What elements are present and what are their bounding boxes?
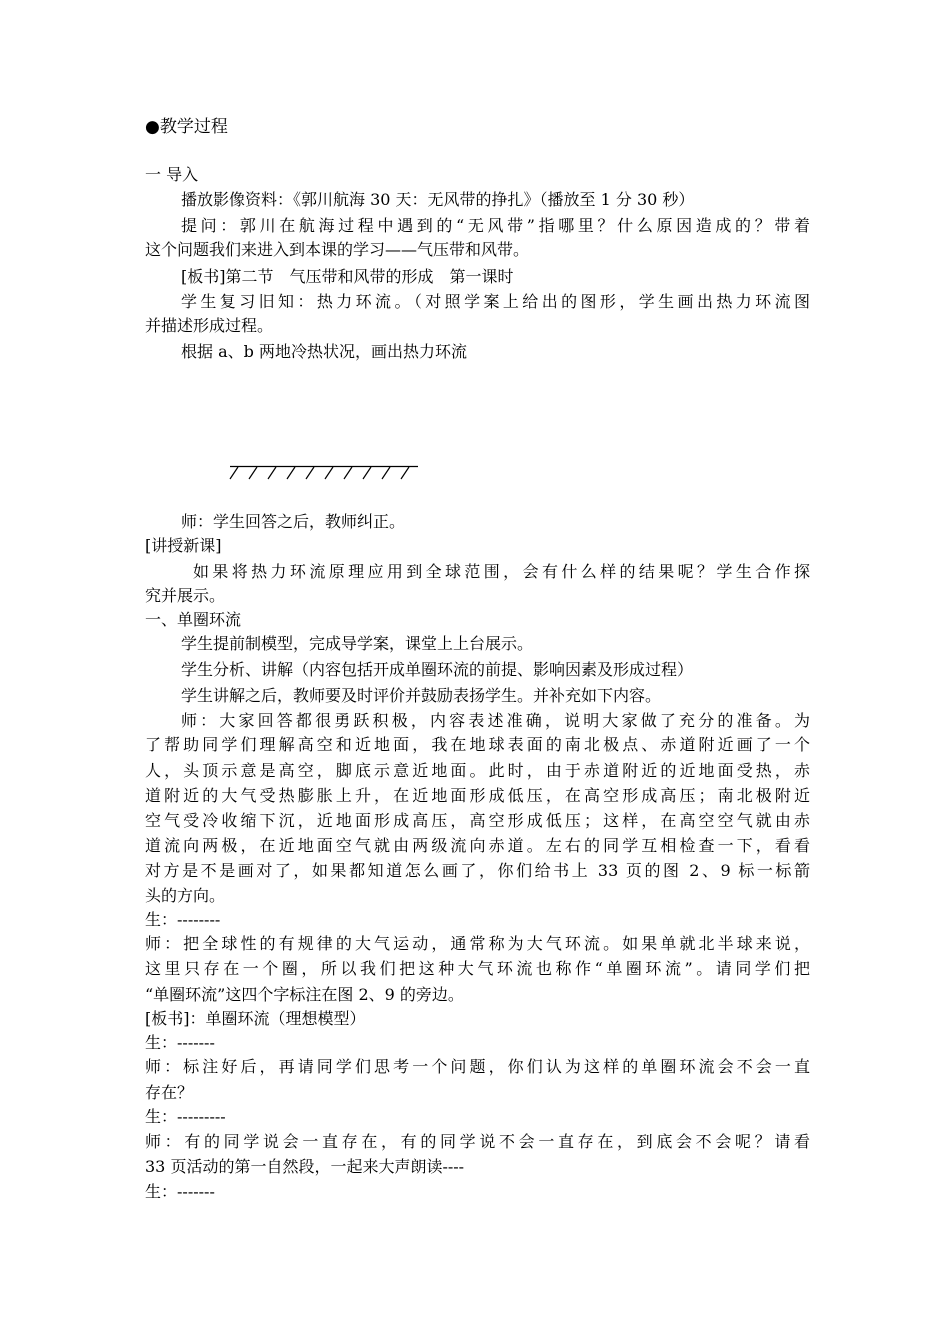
paragraph-line: 这里只存在一个圈，所以我们把这种大气环流也称作“单圈环流”。请同学们把 (145, 959, 810, 978)
paragraph-line: 师：大家回答都很勇跃积极，内容表述准确，说明大家做了充分的准备。为 (181, 711, 810, 730)
paragraph-line: 并描述形成过程。 (145, 316, 274, 335)
paragraph-line: 头的方向。 (145, 886, 226, 905)
paragraph-line: 存在？ (145, 1083, 194, 1102)
student-response: 生：------- (145, 1033, 215, 1052)
paragraph-line: 如果将热力环流原理应用到全球范围，会有什么样的结果呢？学生合作探 (193, 562, 810, 581)
paragraph-line: 究并展示。 (145, 586, 226, 605)
paragraph-line: 33 页活动的第一自然段，一起来大声朗读---- (145, 1157, 465, 1176)
paragraph-line: 播放影像资料：《郭川航海 30 天：无风带的挣扎》（播放至 1 分 30 秒） (181, 190, 695, 209)
subsection-heading: 一 导入 (145, 165, 199, 184)
ground-surface-diagram (228, 465, 420, 481)
paragraph-line: 这个问题我们来进入到本课的学习——气压带和风带。 (145, 240, 530, 259)
paragraph-line: 师：把全球性的有规律的大气运动，通常称为大气环流。如果单就北半球来说， (145, 934, 810, 953)
paragraph-line: 师：学生回答之后，教师纠正。 (181, 512, 406, 531)
blackboard-note: [板书]第二节 气压带和风带的形成 第一课时 (181, 267, 514, 286)
paragraph-line: 提问：郭川在航海过程中遇到的“无风带”指哪里？什么原因造成的？带着 (181, 216, 810, 235)
student-response: 生：-------- (145, 910, 221, 929)
section-heading: ●教学过程 (145, 117, 228, 137)
paragraph-line: 人，头顶示意是高空，脚底示意近地面。此时，由于赤道附近的近地面受热，赤 (145, 761, 810, 780)
paragraph-line: 学生复习旧知：热力环流。（对照学案上给出的图形，学生画出热力环流图 (181, 292, 810, 311)
student-response: 生：------- (145, 1182, 215, 1201)
paragraph-line: 道附近的大气受热膨胀上升，在近地面形成低压，在高空形成高压；南北极附近 (145, 786, 810, 805)
paragraph-line: “单圈环流”这四个字标注在图 2、9 的旁边。 (145, 985, 464, 1004)
paragraph-line: 对方是不是画对了，如果都知道怎么画了，你们给书上 33 页的图 2、9 标一标箭 (145, 861, 810, 880)
paragraph-line: 了帮助同学们理解高空和近地面，我在地球表面的南北极点、赤道附近画了一个 (145, 735, 810, 754)
paragraph-line: 师：标注好后，再请同学们思考一个问题，你们认为这样的单圈环流会不会一直 (145, 1057, 810, 1076)
paragraph-line: 学生讲解之后，教师要及时评价并鼓励表扬学生。并补充如下内容。 (181, 686, 662, 705)
blackboard-note: [讲授新课] (145, 536, 222, 555)
blackboard-note: [板书]：单圈环流（理想模型） (145, 1009, 366, 1028)
paragraph-line: 道流向两极，在近地面空气就由两级流向赤道。左右的同学互相检查一下，看看 (145, 836, 810, 855)
student-response: 生：--------- (145, 1107, 226, 1126)
paragraph-line: 根据 a、b 两地冷热状况，画出热力环流 (181, 342, 467, 361)
subsection-heading: 一、单圈环流 (145, 610, 242, 629)
paragraph-line: 师：有的同学说会一直存在，有的同学说不会一直存在，到底会不会呢？请看 (145, 1132, 810, 1151)
paragraph-line: 学生提前制模型，完成导学案，课堂上上台展示。 (181, 634, 534, 653)
paragraph-line: 空气受冷收缩下沉，近地面形成高压，高空形成低压；这样，在高空空气就由赤 (145, 811, 810, 830)
paragraph-line: 学生分析、讲解（内容包括开成单圈环流的前提、影响因素及形成过程） (181, 660, 694, 679)
